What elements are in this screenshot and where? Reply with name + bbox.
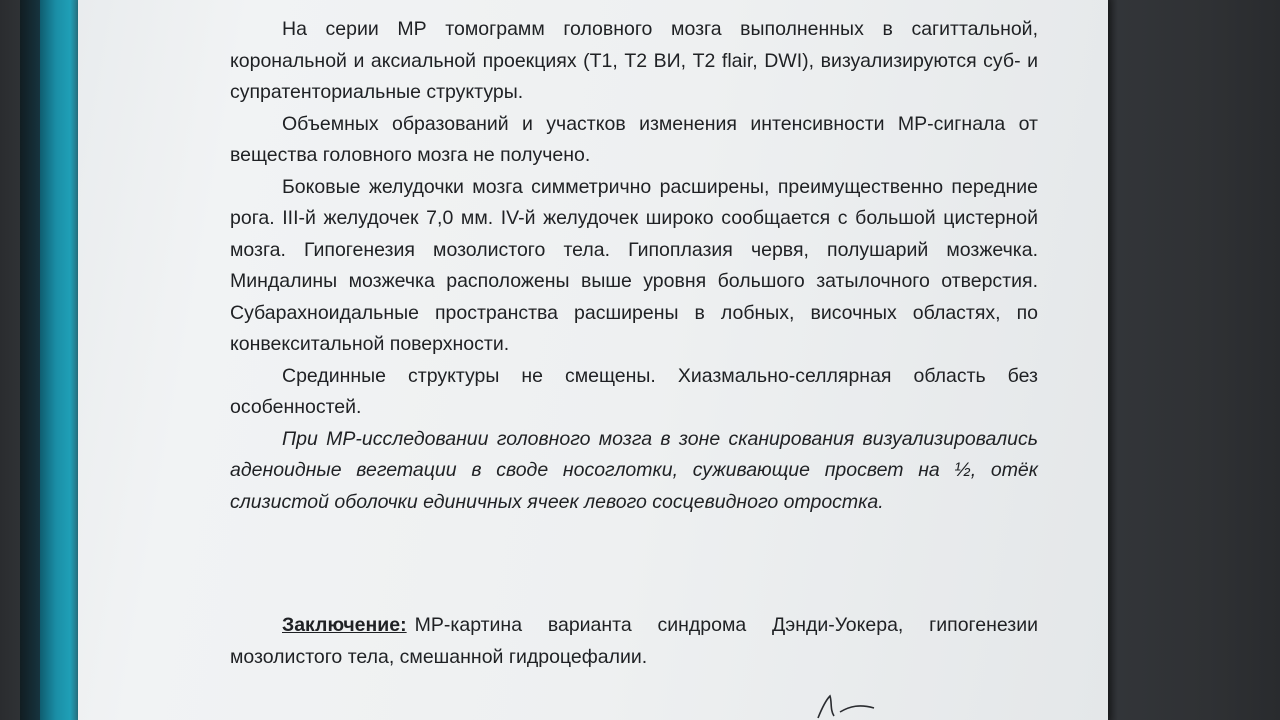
signature-mark bbox=[800, 690, 920, 720]
report-body bbox=[230, 14, 1038, 518]
fabric-background-right bbox=[1100, 0, 1280, 720]
conclusion-text: МР-картина варианта синдрома Дэнди-Уокера, гипогенезии мозолистого тела, смешанной гидроцефалии. bbox=[230, 614, 1038, 668]
paragraph-adenoids: При МР-исследовании головного мозга в зоне сканирования визуализировались аденоидные вегетации в своде носоглотки, суживающие просвет на ½, отёк слизистой оболочки единичных ячеек левого сосцевидного отростка. bbox=[230, 427, 1038, 513]
paragraph-imaging: На серии МР томограмм головного мозга выполненных в сагиттальной, корональной и аксиальной проекциях (Т1, Т2 ВИ, Т2 flair, DWI), визуализируются суб- и супратенториальные структуры. bbox=[230, 18, 1038, 103]
paper-shadow bbox=[1108, 0, 1118, 720]
paragraph-lesions: Объемных образований и участков изменения интенсивности МР-сигнала от вещества головного мозга не получено. bbox=[230, 112, 1038, 166]
conclusion-label: Заключение: bbox=[282, 614, 407, 636]
conclusion bbox=[230, 610, 1038, 673]
paragraph-ventricles: Боковые желудочки мозга симметрично расширены, преимущественно передние рога. III-й желудочек 7,0 мм. IV-й желудочек широко сообщается с большой цистерной мозга. Гипогенезия мозолистого тела. Гипоплазия червя, полушарий мозжечка. Миндалины мозжечка расположены выше уровня большого затылочного отверстия. Субарахноидальные пространства расширены в лобных, височных областях, по конвекситальной поверхности. bbox=[230, 175, 1038, 355]
paragraph-midline: Срединные структуры не смещены. Хиазмально-селлярная область без особенностей. bbox=[230, 364, 1038, 418]
folder-edge bbox=[40, 0, 80, 720]
